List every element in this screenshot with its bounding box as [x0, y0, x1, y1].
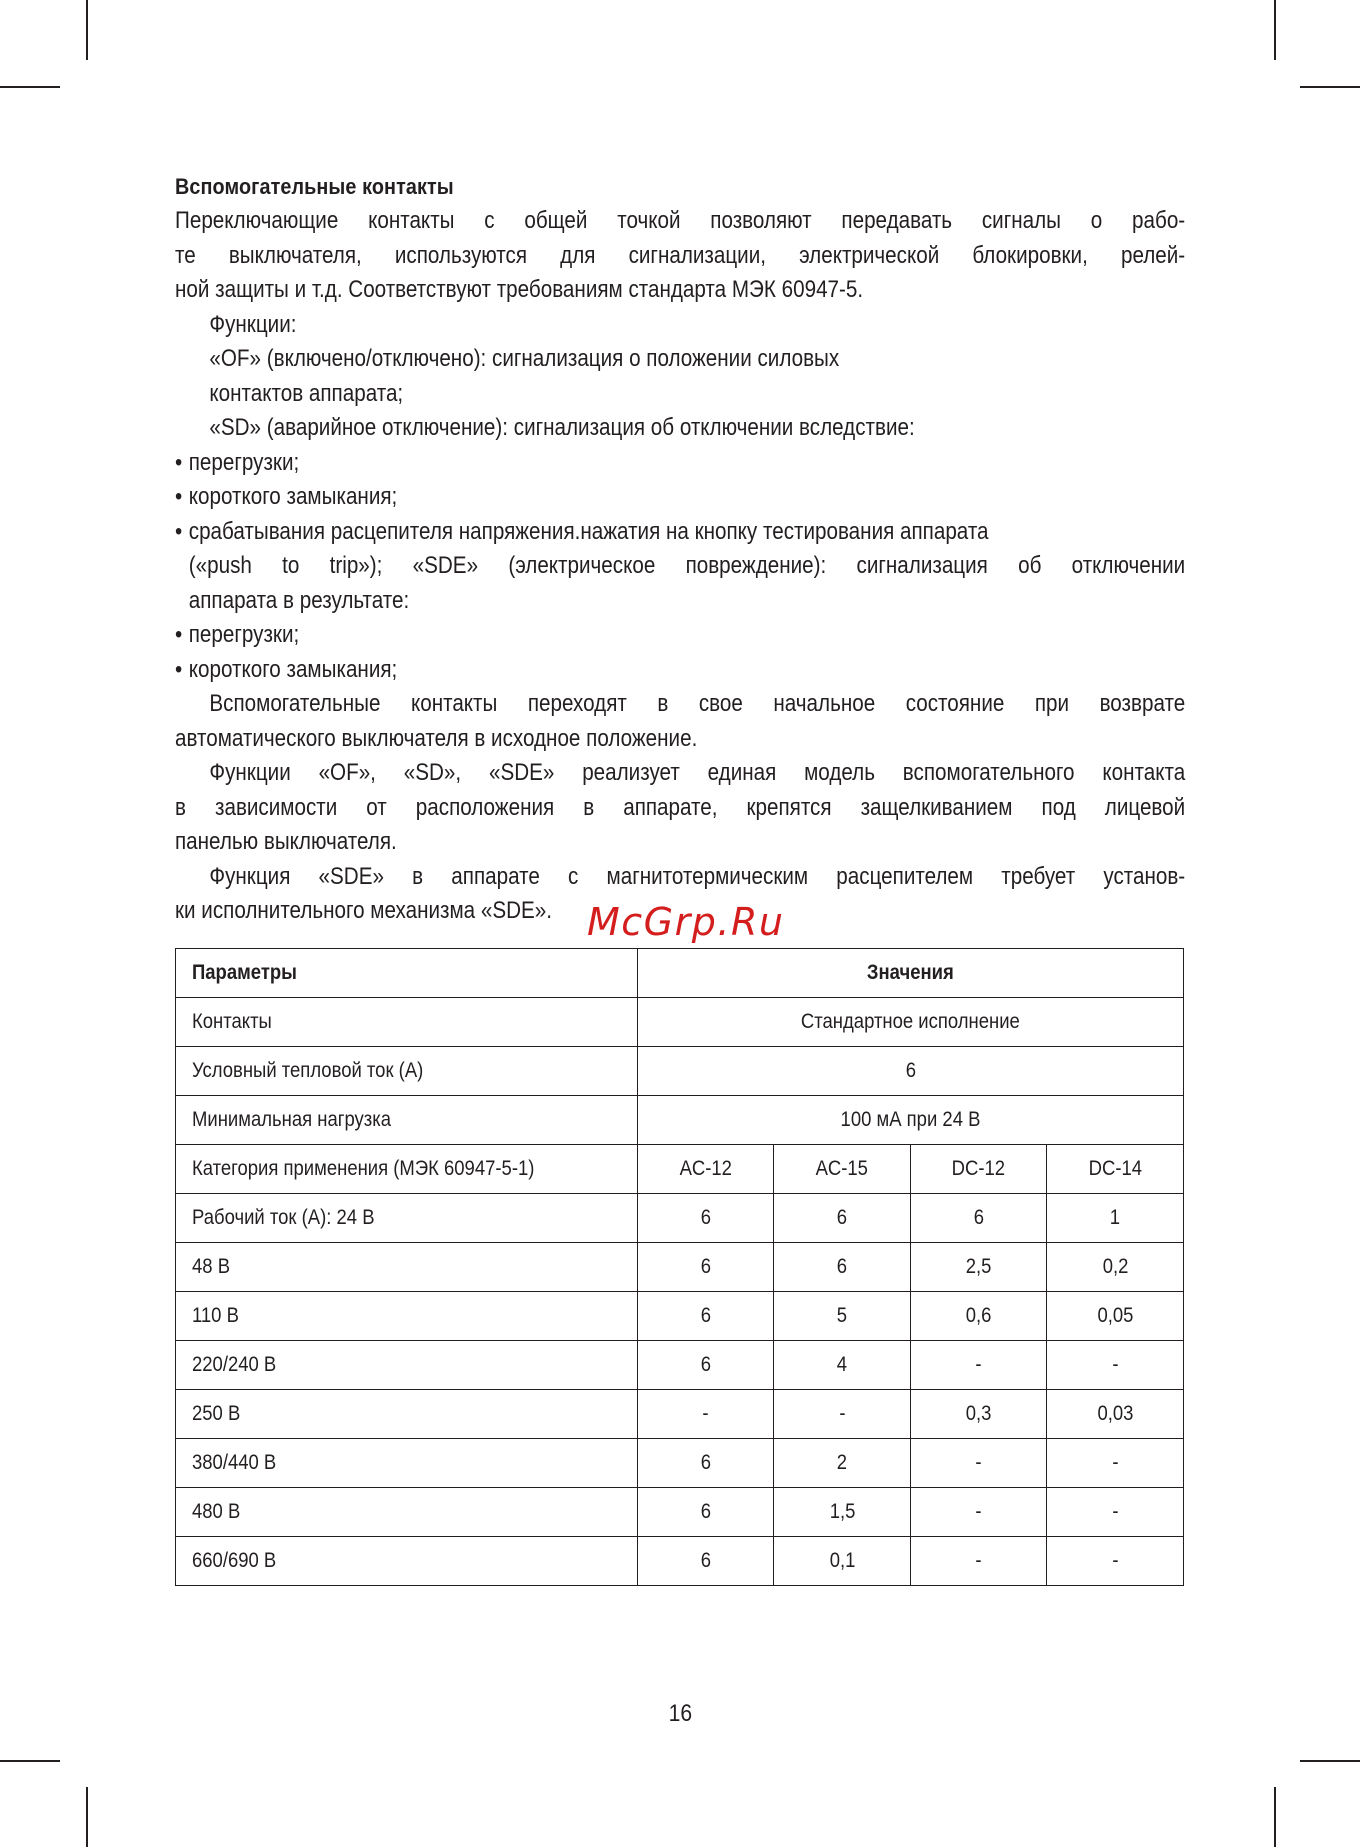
value-cell: Стандартное исполнение — [637, 998, 1183, 1047]
line-text: «SD» (аварийное отключение): сигнализация об отключении вследствие: — [209, 414, 915, 441]
bullet-item — [175, 446, 1044, 481]
bullet-item — [175, 480, 1044, 515]
line-text: Вспомогательные контакты переходят в свое начальное состояние при возврате — [209, 690, 1186, 717]
text-line — [175, 273, 1044, 308]
crop-mark-top-right-vertical — [1274, 0, 1276, 60]
line-text: Функции: — [209, 310, 297, 338]
param-cell: 48 В — [176, 1243, 638, 1292]
bullet-icon: • — [175, 448, 183, 476]
table-row — [176, 1390, 1184, 1439]
value-cell: 6 — [637, 1243, 774, 1292]
table-row — [176, 1194, 1184, 1243]
value-cell: - — [1047, 1488, 1184, 1537]
value-cell: 0,1 — [774, 1537, 911, 1586]
line-text: Функция «SDE» в аппарате с магнитотермическим расцепителем требует установ- — [209, 862, 1186, 890]
text-line — [175, 239, 1185, 274]
crop-mark-top-left-vertical — [86, 0, 88, 60]
value-cell: 2,5 — [910, 1243, 1047, 1292]
crop-mark-bottom-right-vertical — [1274, 1787, 1276, 1847]
value-cell: 6 — [637, 1047, 1183, 1096]
crop-mark-bottom-left-horizontal — [0, 1760, 60, 1762]
table-row — [176, 1292, 1184, 1341]
value-cell: 6 — [637, 1488, 774, 1537]
parameters-table — [175, 948, 1184, 1586]
bullet-icon: • — [175, 483, 183, 510]
text-line — [175, 308, 1044, 343]
value-cell: 6 — [910, 1194, 1047, 1243]
text-line — [175, 756, 1185, 791]
value-cell: 0,05 — [1047, 1292, 1184, 1341]
value-cell: - — [774, 1390, 911, 1439]
line-text: контактов аппарата; — [209, 379, 404, 407]
param-cell: 660/690 В — [176, 1537, 638, 1586]
param-cell: Условный тепловой ток (А) — [176, 1047, 638, 1096]
line-text: короткого замыкания; — [188, 655, 398, 683]
text-line — [175, 860, 1185, 895]
line-text: те выключателя, используются для сигнализации, электрической блокировки, релей- — [175, 241, 1186, 269]
crop-mark-bottom-right-horizontal — [1300, 1760, 1360, 1762]
table-row — [176, 1243, 1184, 1292]
table-row — [176, 1488, 1184, 1537]
text-line — [175, 411, 1044, 446]
bullet-icon: • — [175, 655, 183, 683]
line-text: Функции «OF», «SD», «SDE» реализует единая модель вспомогательного контакта — [209, 759, 1186, 786]
param-cell: Рабочий ток (А): 24 В — [176, 1194, 638, 1243]
line-text: аппарата в результате: — [188, 586, 410, 614]
table-row — [176, 1145, 1184, 1194]
page-number: 16 — [668, 1700, 692, 1727]
value-cell: - — [1047, 1537, 1184, 1586]
line-text: срабатывания расцепителя напряжения.нажатия на кнопку тестирования аппарата — [188, 517, 989, 545]
param-cell: 220/240 В — [176, 1341, 638, 1390]
value-cell: 100 мА при 24 В — [637, 1096, 1183, 1145]
line-text: («push to trip»); «SDE» (электрическое повреждение): сигнализация об отключении — [188, 552, 1186, 579]
param-cell: 380/440 В — [176, 1439, 638, 1488]
value-cell: - — [910, 1341, 1047, 1390]
value-cell: 2 — [774, 1439, 911, 1488]
table-row — [176, 1537, 1184, 1586]
value-cell: 0,3 — [910, 1390, 1047, 1439]
value-cell: 0,2 — [1047, 1243, 1184, 1292]
text-line — [175, 377, 1044, 412]
text-line — [175, 584, 1044, 619]
value-cell: 1 — [1047, 1194, 1184, 1243]
value-cell: 6 — [637, 1292, 774, 1341]
line-text: ной защиты и т.д. Соответствуют требованиям стандарта МЭК 60947-5. — [175, 276, 864, 303]
value-cell: DC-12 — [910, 1145, 1047, 1194]
value-cell: 6 — [774, 1243, 911, 1292]
param-cell: 480 В — [176, 1488, 638, 1537]
text-section — [175, 170, 1185, 929]
crop-mark-top-right-horizontal — [1300, 86, 1360, 88]
header-param-cell: Параметры — [176, 949, 638, 998]
value-cell: - — [637, 1390, 774, 1439]
bullet-item — [175, 618, 1044, 653]
table-row — [176, 1096, 1184, 1145]
line-text: в зависимости от расположения в аппарате, крепятся защелкиванием под лицевой — [175, 793, 1186, 821]
bullet-icon: • — [175, 517, 183, 545]
value-cell: 6 — [637, 1537, 774, 1586]
value-cell: 6 — [637, 1341, 774, 1390]
line-text: ки исполнительного механизма «SDE». — [175, 897, 553, 924]
value-cell: 1,5 — [774, 1488, 911, 1537]
table-row — [176, 998, 1184, 1047]
watermark: McGrp.Ru — [587, 900, 785, 944]
line-text: «OF» (включено/отключено): сигнализация о положении силовых — [209, 345, 840, 372]
value-cell: AC-15 — [774, 1145, 911, 1194]
text-line — [175, 687, 1185, 722]
value-cell: 4 — [774, 1341, 911, 1390]
text-line — [175, 342, 1044, 377]
text-line — [175, 791, 1185, 826]
line-text: перегрузки; — [188, 448, 300, 476]
value-cell: 6 — [637, 1439, 774, 1488]
text-line — [175, 204, 1185, 239]
bullet-item — [175, 653, 1044, 688]
crop-mark-top-left-horizontal — [0, 86, 60, 88]
value-cell: - — [910, 1537, 1047, 1586]
param-cell: Контакты — [176, 998, 638, 1047]
param-cell: Категория применения (МЭК 60947-5-1) — [176, 1145, 638, 1194]
value-cell: 0,6 — [910, 1292, 1047, 1341]
value-cell: AC-12 — [637, 1145, 774, 1194]
line-text: короткого замыкания; — [188, 483, 398, 510]
param-cell: 250 В — [176, 1390, 638, 1439]
header-values-cell: Значения — [637, 949, 1183, 998]
param-cell: Минимальная нагрузка — [176, 1096, 638, 1145]
body-text — [175, 204, 1185, 929]
value-cell: - — [1047, 1341, 1184, 1390]
value-cell: DC-14 — [1047, 1145, 1184, 1194]
table-row — [176, 1047, 1184, 1096]
param-cell: 110 В — [176, 1292, 638, 1341]
bullet-item — [175, 515, 1044, 550]
line-text: панелью выключателя. — [175, 828, 397, 855]
value-cell: 5 — [774, 1292, 911, 1341]
text-line — [175, 549, 1185, 584]
text-line — [175, 722, 1044, 757]
line-text: автоматического выключателя в исходное положение. — [175, 724, 698, 752]
table-header-row — [176, 949, 1184, 998]
section-heading: Вспомогательные контакты — [175, 174, 454, 199]
line-text: перегрузки; — [188, 621, 300, 648]
value-cell: - — [1047, 1439, 1184, 1488]
line-text: Переключающие контакты с общей точкой позволяют передавать сигналы о рабо- — [175, 207, 1186, 234]
table-row — [176, 1341, 1184, 1390]
crop-mark-bottom-left-vertical — [86, 1787, 88, 1847]
value-cell: - — [910, 1439, 1047, 1488]
value-cell: 6 — [637, 1194, 774, 1243]
table-row — [176, 1439, 1184, 1488]
bullet-icon: • — [175, 621, 183, 648]
value-cell: - — [910, 1488, 1047, 1537]
value-cell: 6 — [774, 1194, 911, 1243]
text-line — [175, 825, 1044, 860]
value-cell: 0,03 — [1047, 1390, 1184, 1439]
